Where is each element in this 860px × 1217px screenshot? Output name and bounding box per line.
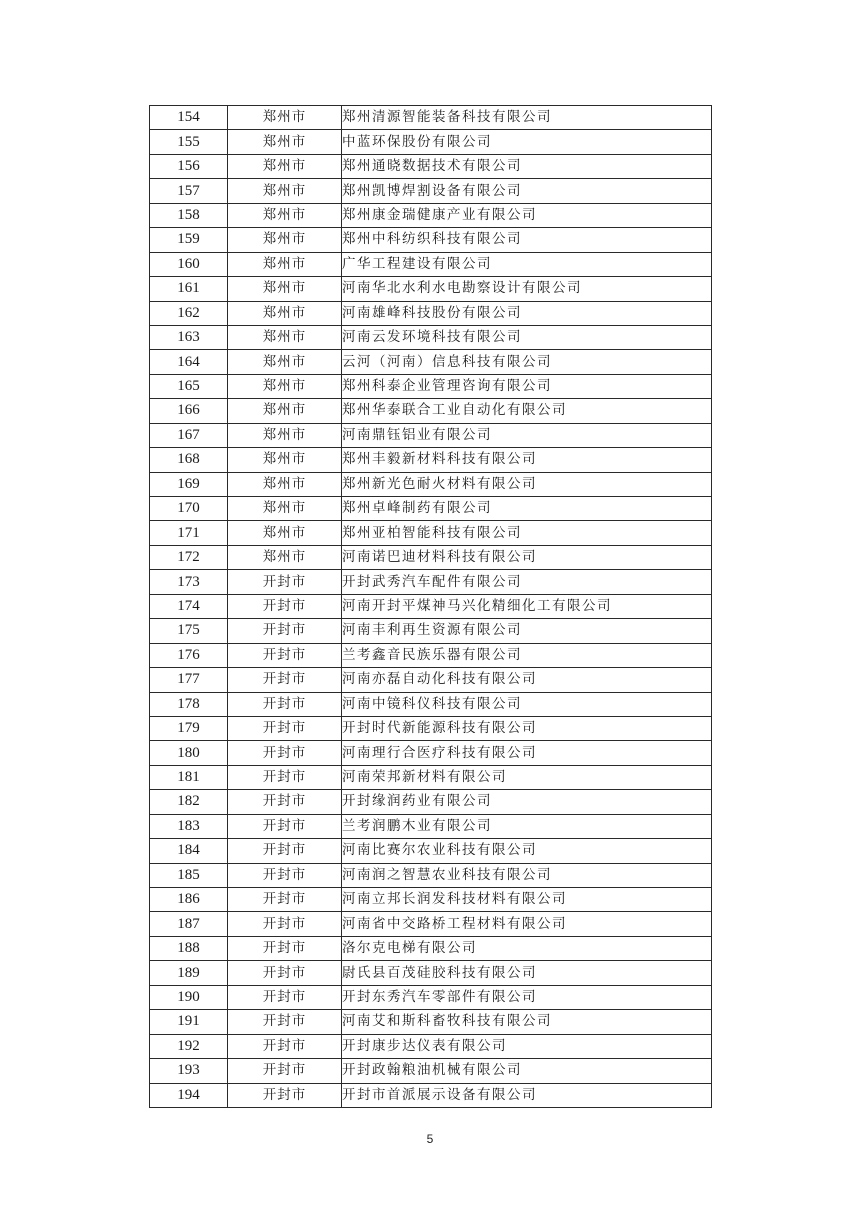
table-row xyxy=(150,399,712,423)
city-cell: 开封市 xyxy=(228,1083,342,1107)
city-cell: 郑州市 xyxy=(228,106,342,130)
city-cell: 郑州市 xyxy=(228,203,342,227)
city-cell: 郑州市 xyxy=(228,252,342,276)
table-row xyxy=(150,350,712,374)
table-row xyxy=(150,521,712,545)
row-number-cell: 177 xyxy=(150,668,228,692)
city-cell: 开封市 xyxy=(228,814,342,838)
table-row xyxy=(150,423,712,447)
company-name-cell: 开封东秀汽车零部件有限公司 xyxy=(342,985,712,1009)
company-name-cell: 开封康步达仪表有限公司 xyxy=(342,1034,712,1058)
row-number-cell: 178 xyxy=(150,692,228,716)
row-number-cell: 173 xyxy=(150,570,228,594)
row-number-cell: 183 xyxy=(150,814,228,838)
table-row xyxy=(150,594,712,618)
table-row xyxy=(150,545,712,569)
table-row xyxy=(150,716,712,740)
city-cell: 开封市 xyxy=(228,716,342,740)
company-name-cell: 洛尔克电梯有限公司 xyxy=(342,936,712,960)
company-name-cell: 郑州华泰联合工业自动化有限公司 xyxy=(342,399,712,423)
company-name-cell: 河南丰利再生资源有限公司 xyxy=(342,619,712,643)
company-name-cell: 河南亦磊自动化科技有限公司 xyxy=(342,668,712,692)
table-row xyxy=(150,1083,712,1107)
company-name-cell: 广华工程建设有限公司 xyxy=(342,252,712,276)
page-number: 5 xyxy=(426,1132,434,1146)
company-name-cell: 郑州清源智能装备科技有限公司 xyxy=(342,106,712,130)
city-cell: 开封市 xyxy=(228,985,342,1009)
company-name-cell: 兰考润鹏木业有限公司 xyxy=(342,814,712,838)
city-cell: 开封市 xyxy=(228,863,342,887)
city-cell: 郑州市 xyxy=(228,545,342,569)
city-cell: 开封市 xyxy=(228,936,342,960)
row-number-cell: 172 xyxy=(150,545,228,569)
row-number-cell: 158 xyxy=(150,203,228,227)
row-number-cell: 156 xyxy=(150,154,228,178)
company-name-cell: 中蓝环保股份有限公司 xyxy=(342,130,712,154)
table-row xyxy=(150,888,712,912)
company-name-cell: 郑州通晓数据技术有限公司 xyxy=(342,154,712,178)
table-body xyxy=(150,106,712,1108)
table-row xyxy=(150,228,712,252)
row-number-cell: 166 xyxy=(150,399,228,423)
row-number-cell: 190 xyxy=(150,985,228,1009)
company-name-cell: 郑州凯博焊割设备有限公司 xyxy=(342,179,712,203)
company-name-cell: 河南艾和斯科畜牧科技有限公司 xyxy=(342,1010,712,1034)
table-row xyxy=(150,252,712,276)
table-row xyxy=(150,106,712,130)
company-name-cell: 河南鼎钰铝业有限公司 xyxy=(342,423,712,447)
city-cell: 开封市 xyxy=(228,643,342,667)
company-name-cell: 尉氏县百茂硅胶科技有限公司 xyxy=(342,961,712,985)
company-name-cell: 郑州亚柏智能科技有限公司 xyxy=(342,521,712,545)
row-number-cell: 192 xyxy=(150,1034,228,1058)
row-number-cell: 162 xyxy=(150,301,228,325)
city-cell: 郑州市 xyxy=(228,350,342,374)
table-row xyxy=(150,668,712,692)
table-row xyxy=(150,936,712,960)
row-number-cell: 161 xyxy=(150,277,228,301)
company-list-table xyxy=(149,105,712,1108)
table-row xyxy=(150,790,712,814)
row-number-cell: 159 xyxy=(150,228,228,252)
city-cell: 郑州市 xyxy=(228,301,342,325)
row-number-cell: 193 xyxy=(150,1059,228,1083)
company-name-cell: 郑州新光色耐火材料有限公司 xyxy=(342,472,712,496)
row-number-cell: 171 xyxy=(150,521,228,545)
table-row xyxy=(150,961,712,985)
company-name-cell: 郑州丰毅新材料科技有限公司 xyxy=(342,448,712,472)
table-row xyxy=(150,325,712,349)
row-number-cell: 167 xyxy=(150,423,228,447)
city-cell: 郑州市 xyxy=(228,130,342,154)
row-number-cell: 184 xyxy=(150,839,228,863)
company-name-cell: 河南中镜科仪科技有限公司 xyxy=(342,692,712,716)
table-row xyxy=(150,692,712,716)
city-cell: 开封市 xyxy=(228,594,342,618)
row-number-cell: 179 xyxy=(150,716,228,740)
row-number-cell: 182 xyxy=(150,790,228,814)
city-cell: 开封市 xyxy=(228,570,342,594)
table-row xyxy=(150,765,712,789)
city-cell: 开封市 xyxy=(228,668,342,692)
city-cell: 郑州市 xyxy=(228,472,342,496)
table-row xyxy=(150,203,712,227)
row-number-cell: 191 xyxy=(150,1010,228,1034)
city-cell: 开封市 xyxy=(228,961,342,985)
row-number-cell: 165 xyxy=(150,374,228,398)
city-cell: 开封市 xyxy=(228,692,342,716)
row-number-cell: 160 xyxy=(150,252,228,276)
city-cell: 郑州市 xyxy=(228,154,342,178)
row-number-cell: 187 xyxy=(150,912,228,936)
city-cell: 郑州市 xyxy=(228,399,342,423)
company-name-cell: 河南省中交路桥工程材料有限公司 xyxy=(342,912,712,936)
table-row xyxy=(150,277,712,301)
table-row xyxy=(150,619,712,643)
city-cell: 郑州市 xyxy=(228,374,342,398)
company-name-cell: 河南比赛尔农业科技有限公司 xyxy=(342,839,712,863)
row-number-cell: 175 xyxy=(150,619,228,643)
city-cell: 开封市 xyxy=(228,741,342,765)
city-cell: 郑州市 xyxy=(228,521,342,545)
city-cell: 郑州市 xyxy=(228,325,342,349)
company-name-cell: 郑州科泰企业管理咨询有限公司 xyxy=(342,374,712,398)
city-cell: 郑州市 xyxy=(228,497,342,521)
table-row xyxy=(150,912,712,936)
table-row xyxy=(150,741,712,765)
row-number-cell: 189 xyxy=(150,961,228,985)
company-name-cell: 河南开封平煤神马兴化精细化工有限公司 xyxy=(342,594,712,618)
table-row xyxy=(150,863,712,887)
table-row xyxy=(150,374,712,398)
table-row xyxy=(150,497,712,521)
company-name-cell: 云河（河南）信息科技有限公司 xyxy=(342,350,712,374)
table-row xyxy=(150,985,712,1009)
row-number-cell: 163 xyxy=(150,325,228,349)
city-cell: 郑州市 xyxy=(228,228,342,252)
company-name-cell: 河南云发环境科技有限公司 xyxy=(342,325,712,349)
company-name-cell: 郑州卓峰制药有限公司 xyxy=(342,497,712,521)
city-cell: 开封市 xyxy=(228,912,342,936)
company-name-cell: 河南理行合医疗科技有限公司 xyxy=(342,741,712,765)
table-row xyxy=(150,814,712,838)
row-number-cell: 185 xyxy=(150,863,228,887)
company-name-cell: 郑州中科纺织科技有限公司 xyxy=(342,228,712,252)
company-name-cell: 河南雄峰科技股份有限公司 xyxy=(342,301,712,325)
table-row xyxy=(150,1010,712,1034)
company-name-cell: 河南诺巴迪材料科技有限公司 xyxy=(342,545,712,569)
company-name-cell: 河南荣邦新材料有限公司 xyxy=(342,765,712,789)
company-name-cell: 开封武秀汽车配件有限公司 xyxy=(342,570,712,594)
city-cell: 郑州市 xyxy=(228,448,342,472)
table-row xyxy=(150,179,712,203)
row-number-cell: 155 xyxy=(150,130,228,154)
row-number-cell: 188 xyxy=(150,936,228,960)
company-name-cell: 开封缘润药业有限公司 xyxy=(342,790,712,814)
table-row xyxy=(150,448,712,472)
row-number-cell: 186 xyxy=(150,888,228,912)
city-cell: 开封市 xyxy=(228,619,342,643)
city-cell: 郑州市 xyxy=(228,423,342,447)
company-name-cell: 河南华北水利水电勘察设计有限公司 xyxy=(342,277,712,301)
row-number-cell: 168 xyxy=(150,448,228,472)
table-row xyxy=(150,839,712,863)
row-number-cell: 164 xyxy=(150,350,228,374)
row-number-cell: 181 xyxy=(150,765,228,789)
row-number-cell: 176 xyxy=(150,643,228,667)
table-row xyxy=(150,1059,712,1083)
company-name-cell: 开封时代新能源科技有限公司 xyxy=(342,716,712,740)
table-row xyxy=(150,643,712,667)
company-name-cell: 兰考鑫音民族乐器有限公司 xyxy=(342,643,712,667)
company-name-cell: 河南立邦长润发科技材料有限公司 xyxy=(342,888,712,912)
company-name-cell: 开封政翰粮油机械有限公司 xyxy=(342,1059,712,1083)
table-row xyxy=(150,570,712,594)
row-number-cell: 194 xyxy=(150,1083,228,1107)
city-cell: 开封市 xyxy=(228,839,342,863)
city-cell: 开封市 xyxy=(228,790,342,814)
row-number-cell: 157 xyxy=(150,179,228,203)
city-cell: 开封市 xyxy=(228,1010,342,1034)
table-row xyxy=(150,1034,712,1058)
city-cell: 开封市 xyxy=(228,888,342,912)
table-row xyxy=(150,154,712,178)
company-name-cell: 郑州康金瑞健康产业有限公司 xyxy=(342,203,712,227)
row-number-cell: 174 xyxy=(150,594,228,618)
city-cell: 开封市 xyxy=(228,1034,342,1058)
row-number-cell: 169 xyxy=(150,472,228,496)
table-row xyxy=(150,301,712,325)
table-row xyxy=(150,130,712,154)
city-cell: 开封市 xyxy=(228,765,342,789)
table-row xyxy=(150,472,712,496)
city-cell: 开封市 xyxy=(228,1059,342,1083)
row-number-cell: 170 xyxy=(150,497,228,521)
city-cell: 郑州市 xyxy=(228,179,342,203)
row-number-cell: 154 xyxy=(150,106,228,130)
city-cell: 郑州市 xyxy=(228,277,342,301)
company-name-cell: 河南润之智慧农业科技有限公司 xyxy=(342,863,712,887)
company-name-cell: 开封市首派展示设备有限公司 xyxy=(342,1083,712,1107)
row-number-cell: 180 xyxy=(150,741,228,765)
